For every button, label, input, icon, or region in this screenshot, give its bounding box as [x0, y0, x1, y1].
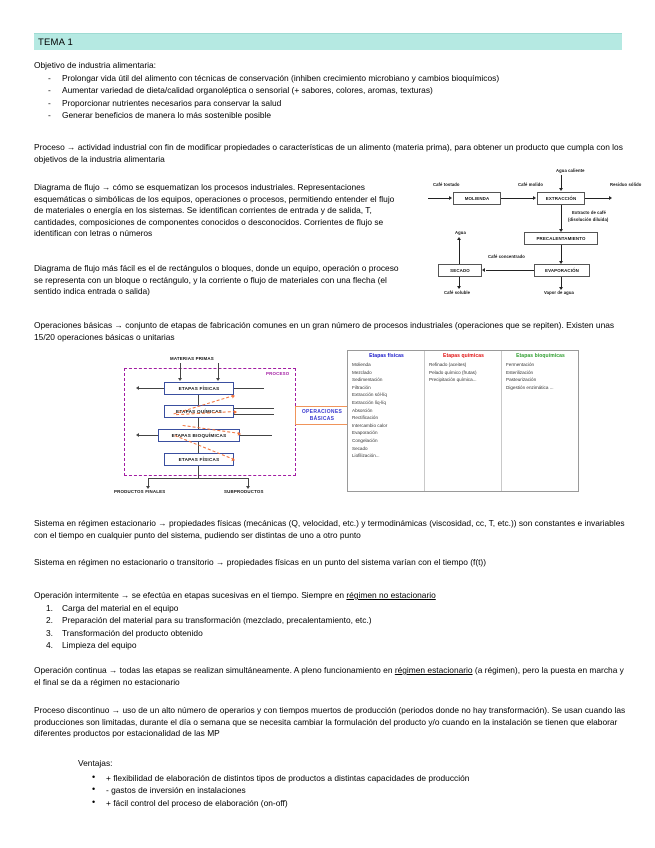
connector-residuo-solido	[585, 198, 609, 199]
list-item: Digestión enzimática ...	[506, 384, 554, 390]
ventajas-heading: Ventajas:	[78, 758, 113, 768]
connector-evaporacion-secado	[486, 270, 534, 271]
list-item: Rectificación	[352, 415, 379, 421]
operacion-continua-block	[34, 665, 629, 688]
label-cafe-molido: Café molido	[518, 182, 544, 187]
label-materias-primas: MATERIAS PRIMAS	[170, 356, 214, 361]
stages-list-fisicas	[352, 361, 421, 460]
side-line-box3-right	[240, 435, 272, 436]
objective-heading: Objetivo de industria alimentaria:	[34, 60, 156, 70]
list-item: Pasteurización	[506, 377, 537, 383]
list-item: Pelado químico (frutas)	[429, 369, 477, 375]
arrowhead	[559, 287, 563, 290]
arrowhead	[216, 378, 220, 381]
connector-subproductos	[248, 478, 249, 486]
objective-list	[34, 72, 624, 122]
operacion-continua-part1: Operación continua → todas las etapas se realizan simultáneamente. A pleno funcionamiento en	[34, 665, 395, 675]
arrowhead	[457, 286, 461, 289]
process-stages-diagram	[114, 356, 343, 496]
operacion-continua-part2: (a régimen), pero la puesta en marcha y el final se da a régimen no estacionario	[34, 665, 624, 687]
diagrama-bloques-block	[34, 263, 404, 298]
process-box-etapas-fisicas-1: ETAPAS FÍSICAS	[164, 382, 234, 395]
proceso-paragraph: Proceso → actividad industrial con fin de modificar propiedades o características de un alimento (materia prima), para obtener un producto que cumpla con los objetivos de la industria alimentaria	[34, 142, 623, 164]
callout-operaciones-basicas	[295, 406, 349, 425]
operacion-intermitente-lead	[34, 590, 629, 602]
connector-molienda-extraccion	[501, 198, 533, 199]
regimen-estacionario-paragraph: Sistema en régimen estacionario → propiedades físicas (mecánicas (Q, velocidad, etc.) y termodinámicas (viscosidad, cc, T, etc.)) son constantes e invariables con el tiempo en cualquier punto del sistema, pudiendo ser distintas de uno a otro punto	[34, 518, 625, 540]
arrowhead	[136, 433, 139, 437]
connector-extraccion-precalentamiento	[561, 205, 562, 229]
label-agua-caliente: Agua caliente	[556, 168, 585, 173]
connector-box4-outputs	[198, 466, 199, 478]
coffee-box-molienda: MOLIENDA	[453, 192, 501, 205]
stages-list-bioquimicas	[506, 361, 575, 391]
regimen-no-estacionario-paragraph: Sistema en régimen no estacionario o transitorio → propiedades físicas en un punto del sistema varían con el tiempo (f(t))	[34, 557, 487, 567]
label-cafe-soluble: Café soluble	[444, 290, 471, 295]
proceso-discontinuo-paragraph: Proceso discontinuo → uso de un alto número de operarios y con tiempos muertos de producción (periodos donde no hay transformación). Se usan cuando las producciones son limitadas, durante el día o semana que se necesita cambiar la formulación del producto y/o cuando en la instalación se tienen que elaborar diferentes productos por estacionalidad de las MP	[34, 705, 626, 739]
objective-block	[34, 60, 624, 122]
process-box-etapas-quimicas: ETAPAS QUÍMICAS	[164, 405, 234, 418]
operacion-intermitente-lead-text: Operación intermitente → se efectúa en etapas sucesivas en el tiempo. Siempre en	[34, 590, 347, 600]
page-title: TEMA 1	[38, 36, 73, 48]
label-residuo-solido: Residuo sólido	[610, 182, 642, 187]
list-item: Fermentación	[506, 362, 535, 367]
list-item: Limpieza del equipo	[62, 640, 137, 651]
stages-column-fisicas	[348, 351, 425, 491]
ventajas-list	[78, 772, 628, 810]
column-header-bioquimicas: Etapas bioquímicas	[516, 353, 565, 359]
label-productos-finales: PRODUCTOS FINALES	[114, 489, 166, 494]
coffee-process-flow-diagram	[432, 168, 648, 300]
ventajas-block	[78, 758, 628, 809]
connector-box1-box2	[198, 395, 199, 405]
process-box-etapas-bioquimicas: ETAPAS BIOQUÍMICAS	[158, 429, 240, 442]
callout-line-2: BÁSICAS	[309, 415, 335, 422]
regimen-no-estacionario-block	[34, 557, 629, 569]
arrowhead	[482, 268, 485, 272]
list-item: • + fácil control del proceso de elaboración (on-off)	[78, 797, 628, 810]
label-cafe-tostado: Café tostado	[433, 182, 460, 187]
label-extracto-cafe-line2: (disolución diluida)	[568, 217, 609, 222]
arrowhead	[136, 386, 139, 390]
list-item: Mezclado	[352, 369, 372, 375]
document-title-bar	[34, 33, 622, 50]
coffee-box-precalentamiento: PRECALENTAMIENTO	[524, 232, 598, 245]
operacion-continua-paragraph	[34, 665, 629, 688]
stages-list-quimicas	[429, 361, 498, 384]
coffee-box-secado: SECADO	[438, 264, 482, 277]
list-item: Carga del material en el equipo	[62, 602, 179, 613]
connector-productos-finales	[148, 478, 149, 486]
list-item: Secado	[352, 445, 368, 451]
list-item: - Proporcionar nutrientes necesarios para conservar la salud	[34, 97, 624, 110]
list-item: Molienda	[352, 362, 371, 367]
label-cafe-concentrado: Café concentrado	[488, 254, 525, 259]
label-vapor-de-agua: Vapor de agua	[544, 290, 574, 295]
list-item: Transformación del producto obtenido	[62, 627, 203, 638]
callout-line-1: OPERACIONES	[301, 409, 343, 415]
stages-column-bioquimicas	[502, 351, 578, 491]
label-extracto-cafe-line1: Extracto de café	[572, 210, 606, 215]
label-agua: Agua	[455, 230, 466, 235]
list-item: - Prolongar vida útil del alimento con técnicas de conservación (inhiben crecimiento microbiano y cambios bioquímicos)	[34, 72, 624, 85]
list-item: - Generar beneficios de manera lo más sostenible posible	[34, 109, 624, 122]
operacion-intermitente-list	[34, 602, 629, 652]
proceso-discontinuo-block	[34, 705, 629, 740]
arrowhead	[449, 196, 452, 200]
connector-precalentamiento-evaporacion	[561, 245, 562, 261]
arrowhead	[609, 196, 612, 200]
list-item: • + flexibilidad de elaboración de distintos tipos de productos a distintas capacidades de producción	[78, 772, 628, 785]
coffee-box-evaporacion: EVAPORACIÓN	[534, 264, 590, 277]
arrowhead	[559, 261, 563, 264]
connector-agua-caliente	[561, 175, 562, 188]
column-header-fisicas: Etapas físicas	[369, 353, 404, 359]
label-proceso: PROCESO	[266, 371, 290, 376]
operacion-continua-underlined: régimen estacionario	[394, 665, 473, 675]
list-item: Intercambio calor	[352, 422, 388, 428]
list-item: Absorción	[352, 407, 373, 413]
arrowhead	[559, 188, 563, 191]
side-line-box2-right-b	[234, 414, 274, 415]
process-box-etapas-fisicas-2: ETAPAS FÍSICAS	[164, 453, 234, 466]
list-item: Evaporación	[352, 430, 378, 436]
operaciones-basicas-block	[34, 320, 624, 343]
connector-secado-agua	[459, 240, 460, 264]
column-header-quimicas: Etapas químicas	[443, 353, 484, 359]
arrowhead	[559, 229, 563, 232]
list-item: - Aumentar variedad de dieta/calidad organoléptica o sensorial (+ sabores, colores, aromas, texturas)	[34, 84, 624, 97]
list-item: Preparación del material para su transformación (mezclado, precalentamiento, etc.)	[62, 615, 372, 626]
connector-outputs-split	[148, 478, 248, 479]
regimen-estacionario-block	[34, 518, 629, 541]
side-line-box2-right-a	[234, 408, 274, 409]
diagrama-bloques-paragraph: Diagrama de flujo más fácil es el de rectángulos o bloques, donde un equipo, operación o proceso se representa con un bloque o rectángulo, y la corriente o flujo de materiales con una flecha (el sentido indica entrada o salida)	[34, 263, 399, 297]
list-item: Precipitación química...	[429, 377, 477, 383]
side-line-box3-left	[138, 435, 158, 436]
list-item: Extracción sól-líq	[352, 392, 387, 398]
stages-table	[347, 350, 579, 492]
operaciones-basicas-paragraph: Operaciones básicas → conjunto de etapas de fabricación comunes en un gran número de procesos industriales (operaciones que se repiten). Existen unas 15/20 operaciones básicas o unitarias	[34, 320, 615, 342]
list-item: Extracción líq-líq	[352, 399, 386, 405]
diagrama-flujo-block	[34, 182, 399, 240]
list-item: Sedimentación	[352, 377, 383, 383]
coffee-box-extraccion: EXTRACCIÓN	[537, 192, 585, 205]
list-item: Liofilización...	[352, 453, 380, 459]
side-line-box1-right	[234, 388, 264, 389]
connector-materias-primas-left	[180, 363, 181, 378]
connector-in-molienda	[428, 198, 449, 199]
diagrama-flujo-paragraph: Diagrama de flujo → cómo se esquematizan los procesos industriales. Representaciones esquemáticas o simbólicas de los equipos, operaciones o procesos, permitiendo entender el flujo de materiales o energía en los sistemas. Se identifican corrientes de entrada y de salida, T, cantidades, composiciones de componentes conocidos o desconocidos. Corrientes de flujo se identifican con letras o números	[34, 182, 395, 239]
operacion-intermitente-underlined: régimen no estacionario	[346, 590, 436, 600]
list-item: Filtración	[352, 384, 371, 390]
proceso-paragraph-block	[34, 142, 624, 165]
label-subproductos: SUBPRODUCTOS	[224, 489, 264, 494]
list-item: Esterilización	[506, 369, 534, 375]
list-item: • - gastos de inversión en instalaciones	[78, 784, 628, 797]
arrowhead	[457, 237, 461, 240]
side-line-box1-left	[138, 388, 164, 389]
connector-materias-primas-right	[218, 363, 219, 378]
stages-column-quimicas	[425, 351, 502, 491]
operacion-intermitente-block	[34, 590, 629, 652]
list-item: Refinado (aceites)	[429, 362, 467, 367]
list-item: Congelación	[352, 437, 378, 443]
arrowhead	[533, 196, 536, 200]
arrowhead	[178, 378, 182, 381]
